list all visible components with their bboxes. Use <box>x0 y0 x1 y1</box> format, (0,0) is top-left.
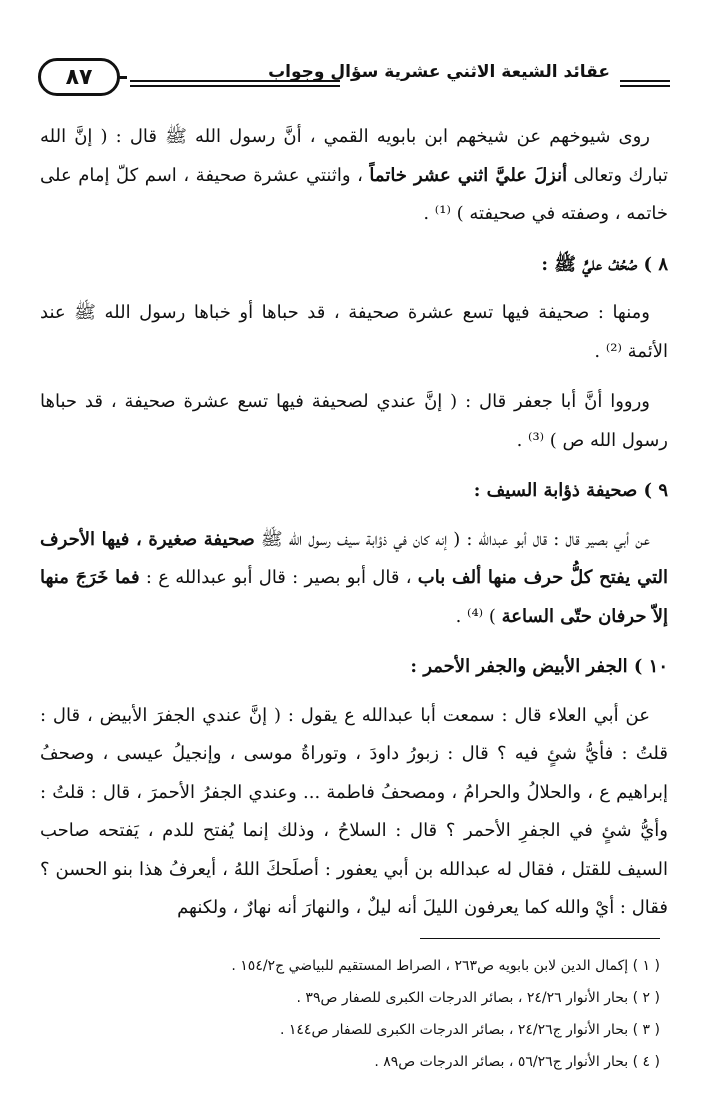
header-rule <box>620 80 670 82</box>
paragraph: عن أبي بصير قال : قال أبو عبدالله : ( إنه كان في ذؤابة سيف رسول الله ﷺ صحيفة صغيرة ، فيها الأحرف التي يفتح كلُّ حرف منها ألف باب ، قال أبو بصير : قال أبو عبدالله ع : فما خَرَجَ منها إلاّ حرفان حتّى الساعة ) ⁽⁴⁾ . <box>40 528 668 627</box>
footnote: ( ٤ ) بحار الأنوار ج٥٦/٢٦ ، بصائر الدرجات ص٨٩ . <box>374 1054 660 1070</box>
page-header <box>38 58 670 100</box>
paragraph: روى شيوخهم عن شيخهم ابن بابويه القمي ، أنَّ رسول الله ﷺ قال : ( إنَّ الله تبارك وتعالى أنزلَ عليَّ اثني عشر خاتماً ، واثنتي عشرة صحيفة ، اسم كلّ إمام على خاتمه ، وصفته في صحيفته ) ⁽¹⁾ . <box>40 126 668 224</box>
header-rule <box>130 85 340 87</box>
footnote: ( ٢ ) بحار الأنوار ٢٤/٢٦ ، بصائر الدرجات الكبرى للصفار ص٣٩ . <box>296 990 660 1006</box>
section-heading: ١٠ ) الجفر الأبيض والجفر الأحمر : <box>410 656 668 677</box>
section-heading: ٨ ) صُحُفُ عليٍّ ﷺ : <box>541 253 668 275</box>
footnotes <box>40 950 660 1078</box>
footnote: ( ١ ) إكمال الدين لابن بابويه ص٢٦٣ ، الصراط المستقيم للبياضي ج١٥٤/٢ . <box>231 958 660 974</box>
footnote-separator <box>420 938 660 939</box>
paragraph: عن أبي العلاء قال : سمعت أبا عبدالله ع يقول : ( إنَّ عندي الجفرَ الأبيض ، قال : قلتُ : فأيُّ شئٍ فيه ؟ قال : زبورُ داودَ ، وتوراةُ موسى ، وإنجيلُ عيسى ، وصحفُ إبراهيم ع ، والحلالُ والحرامُ ، ومصحفُ فاطمة ... وعندي الجفرُ الأحمرَ ، قال : قلتُ : وأيُّ شئٍ في الجفرِ الأحمر ؟ قال : السلاحُ ، وذلك إنما يُفتح للدم ، يَفتحه صاحب السيف للقتل ، فقال له عبدالله بن أبي يعفور : أصلَحكَ اللهُ ، أيعرفُ هذا بنو الحسن ؟ فقال : أيْ والله كما يعرفون الليلَ أنه ليلٌ ، والنهارَ أنه نهارٌ ، ولكنهم <box>40 704 668 918</box>
paragraph: ومنها : صحيفة فيها تسع عشرة صحيفة ، قد حباها أو خباها رسول الله ﷺ عند الأئمة ⁽²⁾ . <box>40 302 668 362</box>
header-rule <box>620 85 670 87</box>
running-title: عقائد الشيعة الاثني عشرية سؤال وجواب <box>268 62 610 82</box>
section-heading: ٩ ) صحيفة ذؤابة السيف : <box>473 480 668 501</box>
footnote: ( ٣ ) بحار الأنوار ج٢٤/٢٦ ، بصائر الدرجات الكبرى للصفار ص١٤٤ . <box>279 1022 660 1038</box>
main-text <box>40 118 668 940</box>
paragraph: ورووا أنَّ أبا جعفر قال : ( إنَّ عندي لصحيفة فيها تسع عشرة صحيفة ، قد حباها رسول الله ص ) ⁽³⁾ . <box>40 391 668 451</box>
page-number: ٨٧ <box>38 58 120 96</box>
